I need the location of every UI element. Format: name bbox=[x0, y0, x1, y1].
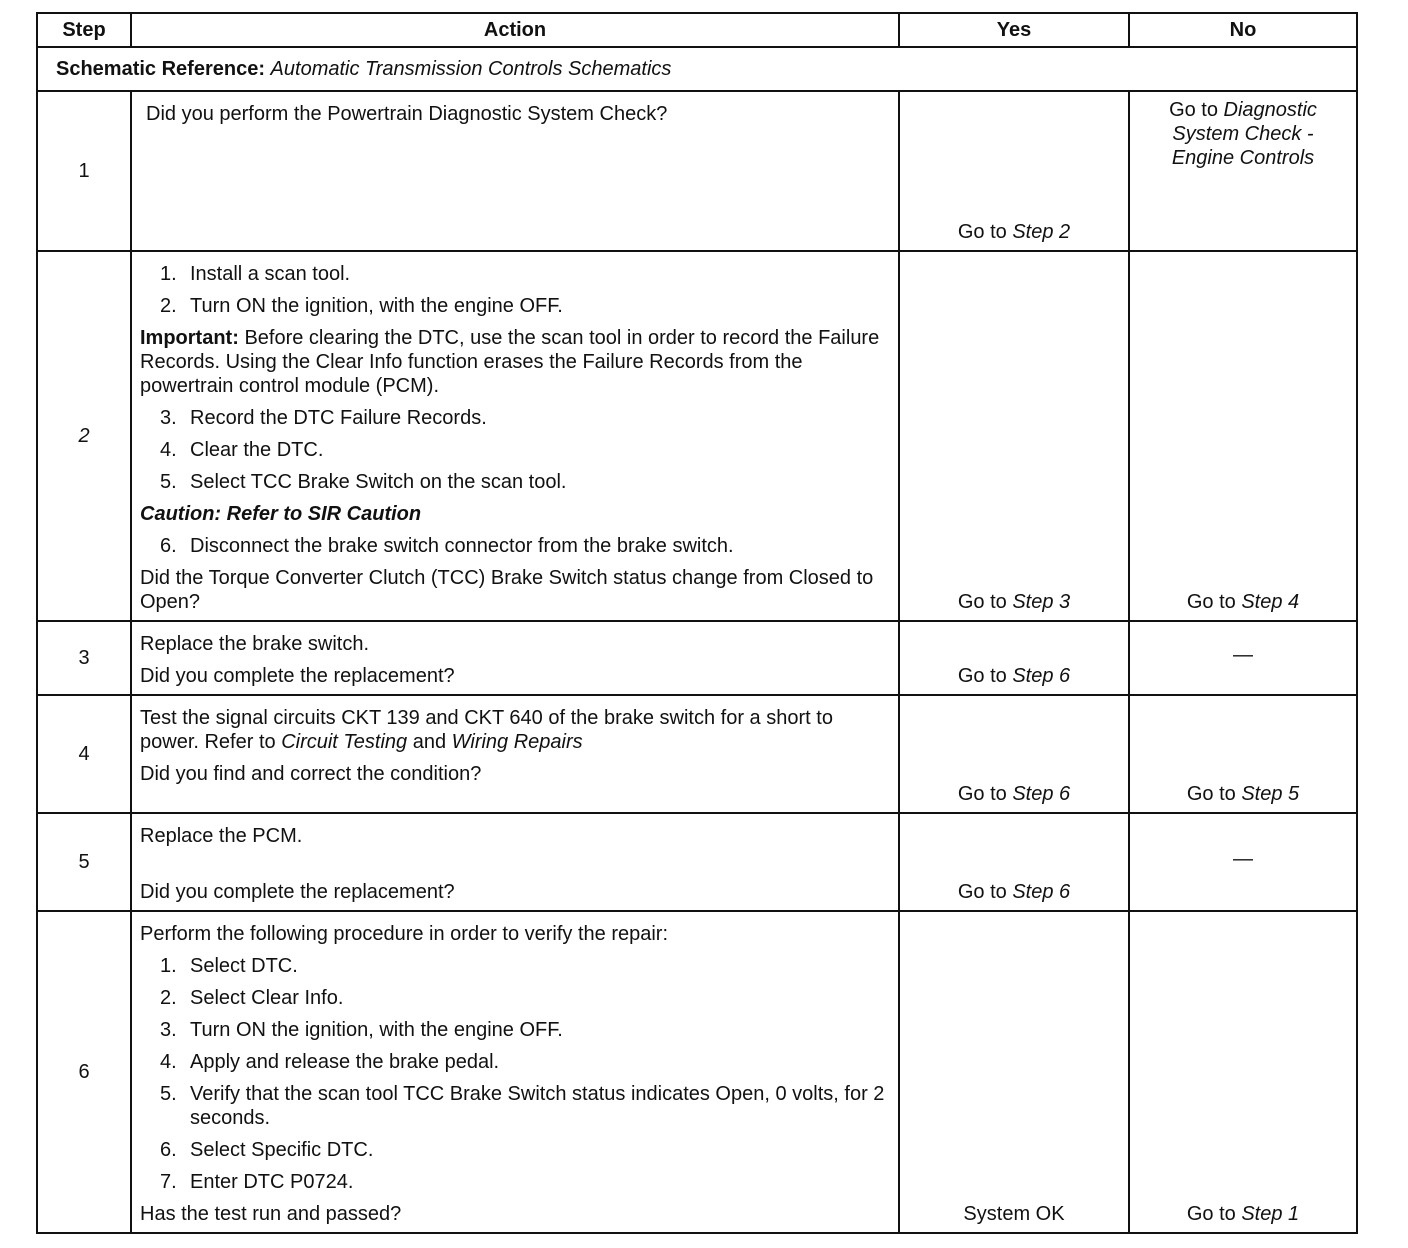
item-number: 4. bbox=[160, 439, 177, 461]
item-text: Select Specific DTC. bbox=[190, 1139, 374, 1161]
item-number: 3. bbox=[160, 1019, 177, 1041]
table-row bbox=[37, 911, 1357, 1233]
header-step: Step bbox=[37, 13, 131, 47]
step-number: 6 bbox=[37, 911, 131, 1233]
yes-link[interactable]: Step 6 bbox=[1012, 881, 1071, 903]
item-text: Disconnect the brake switch connector from the brake switch. bbox=[190, 535, 734, 557]
action-text: Perform the following procedure in order to verify the repair: bbox=[140, 923, 669, 945]
no-cell bbox=[1129, 695, 1357, 813]
action-cell bbox=[131, 621, 899, 695]
yes-link[interactable]: Step 2 bbox=[1012, 221, 1071, 243]
list-item bbox=[140, 534, 890, 558]
schematic-label: Schematic Reference: bbox=[56, 58, 265, 80]
wiring-repairs-link[interactable]: Wiring Repairs bbox=[451, 731, 583, 753]
yes-cell bbox=[899, 813, 1129, 911]
list-item bbox=[140, 438, 890, 462]
no-prefix: Go to bbox=[1186, 591, 1236, 613]
yes-prefix: Go to bbox=[957, 591, 1007, 613]
no-link[interactable]: Step 1 bbox=[1241, 1203, 1300, 1225]
no-link[interactable]: Diagnostic System Check - Engine Controls bbox=[1171, 99, 1317, 169]
yes-link[interactable]: Step 6 bbox=[1012, 783, 1071, 805]
table-row bbox=[37, 813, 1357, 911]
caution-note[interactable]: Caution: Refer to SIR Caution bbox=[140, 503, 422, 525]
action-cell bbox=[131, 695, 899, 813]
action-text-part: Test the signal circuits CKT 139 and CKT 640 of the brake switch for a short to power. Refer to bbox=[140, 707, 833, 753]
item-number: 6. bbox=[160, 535, 177, 557]
list-item bbox=[140, 986, 890, 1010]
yes-cell: System OK bbox=[899, 911, 1129, 1233]
item-text: Enter DTC P0724. bbox=[190, 1171, 354, 1193]
item-text: Clear the DTC. bbox=[190, 439, 324, 461]
step-number: 3 bbox=[37, 621, 131, 695]
step-number: 5 bbox=[37, 813, 131, 911]
item-number: 2. bbox=[160, 987, 177, 1009]
action-text: Replace the PCM. bbox=[140, 825, 303, 847]
important-label: Important: bbox=[140, 327, 239, 349]
item-text: Select Clear Info. bbox=[190, 987, 344, 1009]
table-row bbox=[37, 91, 1357, 251]
action-text-part: and bbox=[412, 731, 447, 753]
list-item bbox=[140, 1170, 890, 1194]
step-number: 1 bbox=[37, 91, 131, 251]
no-link[interactable]: Step 5 bbox=[1241, 783, 1300, 805]
important-text: Before clearing the DTC, use the scan tool in order to record the Failure Records. Using the Clear Info function erases the Failure Records from the powertrain control module (PCM). bbox=[140, 327, 880, 397]
list-item bbox=[140, 954, 890, 978]
yes-cell bbox=[899, 91, 1129, 251]
question-text: Has the test run and passed? bbox=[140, 1203, 402, 1225]
item-number: 5. bbox=[160, 1083, 177, 1105]
item-number: 6. bbox=[160, 1139, 177, 1161]
question-text: Did the Torque Converter Clutch (TCC) Brake Switch status change from Closed to Open? bbox=[140, 567, 874, 613]
yes-cell bbox=[899, 621, 1129, 695]
list-item bbox=[140, 294, 890, 318]
list-item bbox=[140, 1082, 890, 1130]
item-text: Turn ON the ignition, with the engine OFF. bbox=[190, 1019, 563, 1041]
no-prefix: Go to bbox=[1186, 1203, 1236, 1225]
no-cell bbox=[1129, 911, 1357, 1233]
yes-link[interactable]: Step 6 bbox=[1012, 665, 1071, 687]
schematic-link[interactable]: Automatic Transmission Controls Schematics bbox=[270, 58, 672, 80]
list-item bbox=[140, 470, 890, 494]
item-number: 7. bbox=[160, 1171, 177, 1193]
item-text: Select DTC. bbox=[190, 955, 298, 977]
no-cell: — bbox=[1129, 813, 1357, 911]
item-number: 5. bbox=[160, 471, 177, 493]
no-prefix: Go to bbox=[1186, 783, 1236, 805]
no-cell: — bbox=[1129, 621, 1357, 695]
yes-cell bbox=[899, 251, 1129, 621]
item-number: 1. bbox=[160, 263, 177, 285]
action-cell bbox=[131, 251, 899, 621]
question-text: Did you perform the Powertrain Diagnostic System Check? bbox=[146, 103, 668, 125]
question-text: Did you complete the replacement? bbox=[140, 881, 455, 903]
no-link[interactable]: Step 4 bbox=[1241, 591, 1300, 613]
list-item bbox=[140, 1050, 890, 1074]
action-cell bbox=[131, 91, 899, 251]
item-text: Turn ON the ignition, with the engine OFF. bbox=[190, 295, 563, 317]
item-number: 3. bbox=[160, 407, 177, 429]
no-cell bbox=[1129, 251, 1357, 621]
schematic-row bbox=[37, 47, 1357, 91]
step-number bbox=[37, 251, 131, 621]
no-cell bbox=[1129, 91, 1357, 251]
item-text: Verify that the scan tool TCC Brake Switch status indicates Open, 0 volts, for 2 seconds. bbox=[190, 1083, 885, 1129]
item-number: 4. bbox=[160, 1051, 177, 1073]
step-number-text: 2 bbox=[78, 425, 90, 447]
item-text: Apply and release the brake pedal. bbox=[190, 1051, 500, 1073]
yes-prefix: Go to bbox=[957, 881, 1007, 903]
list-item bbox=[140, 1018, 890, 1042]
question-text: Did you complete the replacement? bbox=[140, 665, 455, 687]
table-row bbox=[37, 695, 1357, 813]
yes-prefix: Go to bbox=[957, 665, 1007, 687]
step-number: 4 bbox=[37, 695, 131, 813]
action-cell bbox=[131, 911, 899, 1233]
circuit-testing-link[interactable]: Circuit Testing bbox=[281, 731, 408, 753]
yes-prefix: Go to bbox=[957, 221, 1007, 243]
item-text: Select TCC Brake Switch on the scan tool. bbox=[190, 471, 567, 493]
yes-link[interactable]: Step 3 bbox=[1012, 591, 1071, 613]
schematic-reference bbox=[37, 47, 1357, 91]
action-cell bbox=[131, 813, 899, 911]
list-item bbox=[140, 1138, 890, 1162]
action-text: Replace the brake switch. bbox=[140, 633, 370, 655]
item-text: Record the DTC Failure Records. bbox=[190, 407, 487, 429]
yes-prefix: Go to bbox=[957, 783, 1007, 805]
yes-cell bbox=[899, 695, 1129, 813]
header-no: No bbox=[1129, 13, 1357, 47]
header-row bbox=[37, 13, 1357, 47]
no-prefix: Go to bbox=[1169, 99, 1218, 121]
list-item bbox=[140, 406, 890, 430]
action-text bbox=[140, 706, 890, 754]
important-note bbox=[140, 326, 890, 398]
table-row bbox=[37, 621, 1357, 695]
table-row bbox=[37, 251, 1357, 621]
diagnostic-table bbox=[36, 12, 1358, 1234]
header-action: Action bbox=[131, 13, 899, 47]
item-text: Install a scan tool. bbox=[190, 263, 351, 285]
item-number: 2. bbox=[160, 295, 177, 317]
item-number: 1. bbox=[160, 955, 177, 977]
header-yes: Yes bbox=[899, 13, 1129, 47]
question-text: Did you find and correct the condition? bbox=[140, 763, 482, 785]
list-item bbox=[140, 262, 890, 286]
